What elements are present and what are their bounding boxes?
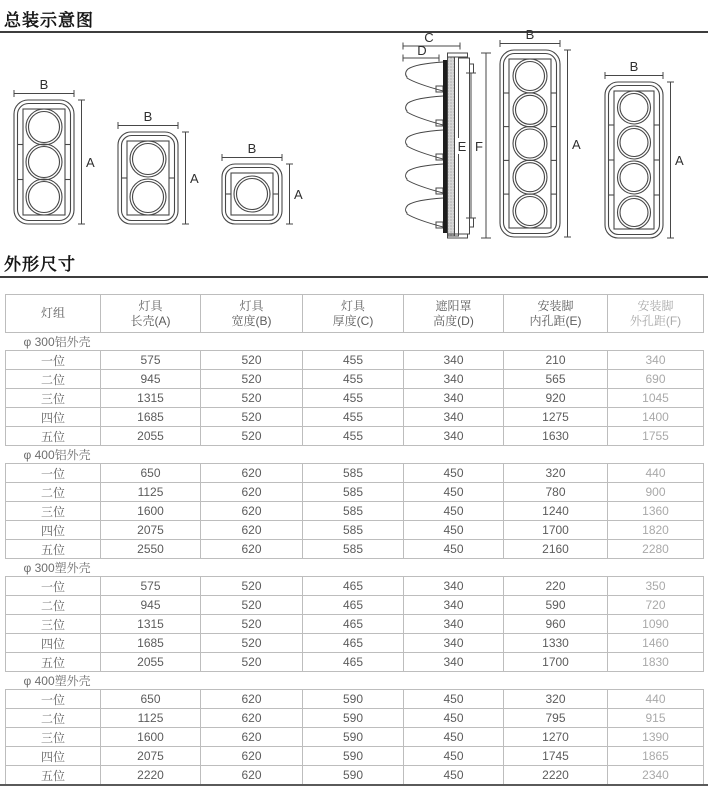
- table-row: [6, 521, 704, 540]
- group-row: [6, 672, 704, 690]
- cell-value: 1700: [504, 653, 608, 672]
- cell-value: 455: [303, 427, 404, 446]
- cell-value: 590: [303, 709, 404, 728]
- cell-value: 520: [201, 408, 303, 427]
- cell-value: 450: [404, 521, 504, 540]
- table-row: [6, 389, 704, 408]
- row-label: 五位: [6, 540, 101, 559]
- cell-value: 450: [404, 728, 504, 747]
- cell-value: 945: [101, 370, 201, 389]
- table-row: [6, 464, 704, 483]
- cell-value: 520: [201, 634, 303, 653]
- dim-label-f: F: [475, 139, 483, 154]
- cell-value: 690: [608, 370, 704, 389]
- cell-value: 450: [404, 540, 504, 559]
- row-label: 二位: [6, 483, 101, 502]
- lens-plate: [443, 60, 448, 233]
- cell-value: 455: [303, 370, 404, 389]
- column-header: 遮阳罩 高度(D): [404, 295, 504, 333]
- column-header: 安装脚 内孔距(E): [504, 295, 608, 333]
- cell-value: 340: [404, 389, 504, 408]
- cell-value: 340: [404, 427, 504, 446]
- three-light-front-view: [14, 77, 95, 224]
- cell-value: 455: [303, 351, 404, 370]
- cell-value: 465: [303, 634, 404, 653]
- row-label: 三位: [6, 502, 101, 521]
- dim-label-b: B: [247, 141, 257, 156]
- row-label: 三位: [6, 389, 101, 408]
- column-header: 灯具 宽度(B): [201, 295, 303, 333]
- cell-value: 210: [504, 351, 608, 370]
- cell-value: 1700: [504, 521, 608, 540]
- row-label: 二位: [6, 596, 101, 615]
- dim-label-e: E: [457, 139, 467, 154]
- row-label: 三位: [6, 615, 101, 634]
- cell-value: 1125: [101, 709, 201, 728]
- cell-value: 465: [303, 653, 404, 672]
- cell-value: 650: [101, 464, 201, 483]
- cell-value: 620: [201, 483, 303, 502]
- cell-value: 450: [404, 464, 504, 483]
- cell-value: 340: [404, 408, 504, 427]
- cell-value: 585: [303, 464, 404, 483]
- table-row: [6, 483, 704, 502]
- dim-label-b: B: [629, 59, 639, 74]
- cell-value: 2055: [101, 653, 201, 672]
- cell-value: 620: [201, 521, 303, 540]
- cell-value: 780: [504, 483, 608, 502]
- cell-value: 1630: [504, 427, 608, 446]
- cell-value: 1090: [608, 615, 704, 634]
- column-header: 灯组: [6, 295, 101, 333]
- cell-value: 340: [404, 653, 504, 672]
- cell-value: 520: [201, 653, 303, 672]
- cell-value: 2280: [608, 540, 704, 559]
- group-label: φ 400铝外壳: [6, 446, 704, 464]
- cell-value: 620: [201, 709, 303, 728]
- cell-value: 1045: [608, 389, 704, 408]
- cell-value: 590: [303, 728, 404, 747]
- cell-value: 620: [201, 540, 303, 559]
- cell-value: 465: [303, 596, 404, 615]
- cell-value: 1685: [101, 408, 201, 427]
- table-row: [6, 690, 704, 709]
- cell-value: 960: [504, 615, 608, 634]
- bottom-mounting-foot: [470, 218, 474, 227]
- side-view-with-hoods: [403, 30, 491, 238]
- cell-value: 340: [404, 615, 504, 634]
- cell-value: 340: [404, 596, 504, 615]
- cell-value: 945: [101, 596, 201, 615]
- group-row: [6, 446, 704, 464]
- cell-value: 585: [303, 483, 404, 502]
- cell-value: 320: [504, 690, 608, 709]
- cell-value: 520: [201, 577, 303, 596]
- table-row: [6, 634, 704, 653]
- five-light-front-view: [500, 27, 581, 237]
- one-light-front-view: [222, 141, 303, 224]
- cell-value: 450: [404, 690, 504, 709]
- group-row: [6, 333, 704, 351]
- dim-label-b: B: [525, 27, 535, 42]
- table-row: [6, 766, 704, 785]
- cell-value: 520: [201, 351, 303, 370]
- table-row: [6, 408, 704, 427]
- row-label: 一位: [6, 351, 101, 370]
- cell-value: 450: [404, 747, 504, 766]
- table-row: [6, 427, 704, 446]
- dim-label-a: A: [86, 155, 95, 170]
- cell-value: 2055: [101, 427, 201, 446]
- header-row: [6, 295, 704, 333]
- cell-value: 520: [201, 596, 303, 615]
- dimensions-section-title: 外形尺寸: [4, 255, 76, 274]
- column-header: 灯具 厚度(C): [303, 295, 404, 333]
- cell-value: 620: [201, 747, 303, 766]
- row-label: 五位: [6, 653, 101, 672]
- cell-value: 2220: [101, 766, 201, 785]
- cell-value: 585: [303, 521, 404, 540]
- group-label: φ 300铝外壳: [6, 333, 704, 351]
- cell-value: 1275: [504, 408, 608, 427]
- table-row: [6, 351, 704, 370]
- cell-value: 320: [504, 464, 608, 483]
- cell-value: 1830: [608, 653, 704, 672]
- cell-value: 1600: [101, 502, 201, 521]
- table-row: [6, 709, 704, 728]
- dim-label-a: A: [675, 153, 684, 168]
- cell-value: 1755: [608, 427, 704, 446]
- cell-value: 340: [404, 577, 504, 596]
- cell-value: 575: [101, 577, 201, 596]
- cell-value: 1125: [101, 483, 201, 502]
- cell-value: 520: [201, 615, 303, 634]
- dim-label-a: A: [294, 187, 303, 202]
- cell-value: 450: [404, 502, 504, 521]
- dimensions-table: [5, 294, 704, 785]
- cell-value: 1315: [101, 389, 201, 408]
- group-label: φ 300塑外壳: [6, 559, 704, 577]
- table-row: [6, 370, 704, 389]
- cell-value: 465: [303, 577, 404, 596]
- cell-value: 585: [303, 502, 404, 521]
- row-label: 二位: [6, 709, 101, 728]
- cell-value: 565: [504, 370, 608, 389]
- cell-value: 795: [504, 709, 608, 728]
- cell-value: 620: [201, 728, 303, 747]
- row-label: 三位: [6, 728, 101, 747]
- cell-value: 340: [404, 370, 504, 389]
- assembly-diagrams: [0, 0, 708, 252]
- cell-value: 1360: [608, 502, 704, 521]
- cell-value: 2075: [101, 521, 201, 540]
- cell-value: 720: [608, 596, 704, 615]
- cell-value: 575: [101, 351, 201, 370]
- four-light-front-view: [605, 59, 684, 238]
- cell-value: 455: [303, 389, 404, 408]
- column-header: 安装脚 外孔距(F): [608, 295, 704, 333]
- row-label: 一位: [6, 464, 101, 483]
- sunshade-hoods: [406, 62, 443, 228]
- cell-value: 900: [608, 483, 704, 502]
- cell-value: 340: [608, 351, 704, 370]
- table-row: [6, 577, 704, 596]
- cell-value: 450: [404, 766, 504, 785]
- cell-value: 590: [303, 690, 404, 709]
- cell-value: 650: [101, 690, 201, 709]
- cell-value: 2220: [504, 766, 608, 785]
- cell-value: 590: [303, 747, 404, 766]
- cell-value: 1600: [101, 728, 201, 747]
- dim-label-a: A: [190, 171, 199, 186]
- column-header: 灯具 长壳(A): [101, 295, 201, 333]
- dimensions-title-rule: [0, 276, 708, 278]
- group-row: [6, 559, 704, 577]
- cell-value: 1315: [101, 615, 201, 634]
- table-row: [6, 596, 704, 615]
- cell-value: 620: [201, 766, 303, 785]
- row-label: 四位: [6, 408, 101, 427]
- row-label: 一位: [6, 577, 101, 596]
- table-row: [6, 540, 704, 559]
- row-label: 四位: [6, 747, 101, 766]
- cell-value: 520: [201, 389, 303, 408]
- assembly-section-title: 总装示意图: [4, 11, 94, 30]
- cell-value: 920: [504, 389, 608, 408]
- cell-value: 1390: [608, 728, 704, 747]
- cell-value: 620: [201, 464, 303, 483]
- cell-value: 915: [608, 709, 704, 728]
- height-dimension: [286, 164, 293, 224]
- row-label: 一位: [6, 690, 101, 709]
- dim-label-a: A: [572, 137, 581, 152]
- cell-value: 220: [504, 577, 608, 596]
- cell-value: 2075: [101, 747, 201, 766]
- cell-value: 1745: [504, 747, 608, 766]
- cell-value: 440: [608, 690, 704, 709]
- height-dimension: [564, 50, 571, 237]
- row-label: 五位: [6, 427, 101, 446]
- row-label: 四位: [6, 521, 101, 540]
- dimensions-table-body: [6, 333, 704, 785]
- cell-value: 350: [608, 577, 704, 596]
- table-row: [6, 747, 704, 766]
- cell-value: 1330: [504, 634, 608, 653]
- dim-label-c: C: [424, 30, 434, 45]
- cell-value: 585: [303, 540, 404, 559]
- cell-value: 455: [303, 408, 404, 427]
- height-dimension: [667, 82, 674, 238]
- cell-value: 340: [404, 634, 504, 653]
- cell-value: 450: [404, 483, 504, 502]
- cell-value: 2160: [504, 540, 608, 559]
- cell-value: 520: [201, 427, 303, 446]
- cell-value: 1865: [608, 747, 704, 766]
- cell-value: 520: [201, 370, 303, 389]
- cell-value: 1400: [608, 408, 704, 427]
- table-row: [6, 653, 704, 672]
- cell-value: 2550: [101, 540, 201, 559]
- top-mounting-foot: [470, 64, 474, 73]
- cell-value: 590: [504, 596, 608, 615]
- cell-value: 1460: [608, 634, 704, 653]
- cell-value: 2340: [608, 766, 704, 785]
- dimensions-table-wrap: [5, 294, 703, 785]
- page-bottom-rule: [0, 784, 708, 786]
- group-label: φ 400塑外壳: [6, 672, 704, 690]
- cell-value: 450: [404, 709, 504, 728]
- cell-value: 620: [201, 502, 303, 521]
- row-label: 五位: [6, 766, 101, 785]
- cell-value: 340: [404, 351, 504, 370]
- cell-value: 1270: [504, 728, 608, 747]
- height-dimension: [182, 132, 189, 224]
- cell-value: 1240: [504, 502, 608, 521]
- cell-value: 1820: [608, 521, 704, 540]
- top-cap: [448, 53, 468, 57]
- cell-value: 465: [303, 615, 404, 634]
- cell-value: 620: [201, 690, 303, 709]
- dim-label-b: B: [39, 77, 49, 92]
- height-dimension: [78, 100, 85, 224]
- cell-value: 440: [608, 464, 704, 483]
- table-row: [6, 502, 704, 521]
- cell-value: 1685: [101, 634, 201, 653]
- table-row: [6, 728, 704, 747]
- gasket-strip: [448, 57, 455, 236]
- table-row: [6, 615, 704, 634]
- dim-label-b: B: [143, 109, 153, 124]
- cell-value: 590: [303, 766, 404, 785]
- two-light-front-view: [118, 109, 199, 224]
- row-label: 四位: [6, 634, 101, 653]
- row-label: 二位: [6, 370, 101, 389]
- dim-label-d: D: [417, 43, 427, 58]
